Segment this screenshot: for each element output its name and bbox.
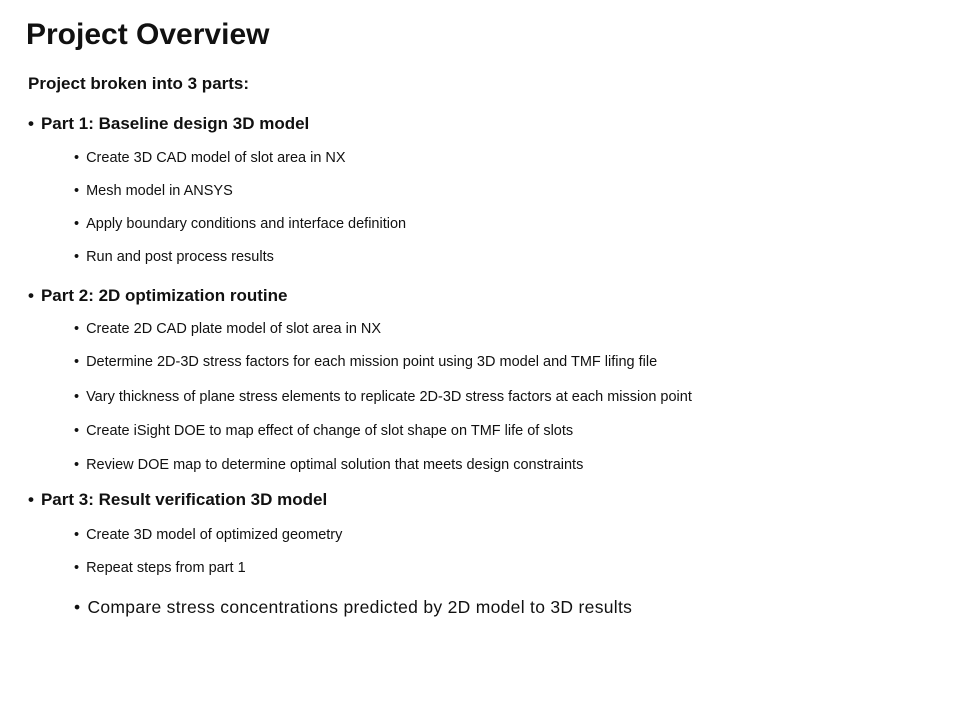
- slide-title: Project Overview: [26, 18, 270, 51]
- bullet-icon: •: [74, 389, 80, 405]
- list-item: [74, 249, 274, 265]
- list-item: [74, 354, 657, 370]
- list-item: [74, 527, 342, 543]
- bullet-icon: •: [74, 249, 80, 265]
- bullet-icon: •: [74, 216, 80, 232]
- list-item-text: Create 3D model of optimized geometry: [86, 527, 343, 543]
- bullet-icon: •: [74, 321, 80, 337]
- part-2-heading: [28, 286, 287, 306]
- bullet-icon: •: [28, 286, 34, 305]
- list-item-text: Review DOE map to determine optimal solution that meets design constraints: [86, 457, 584, 473]
- bullet-icon: •: [74, 527, 80, 543]
- list-item: [74, 216, 406, 232]
- part-heading-text: Part 2: 2D optimization routine: [40, 286, 288, 305]
- bullet-icon: •: [74, 354, 80, 370]
- part-heading-text: Part 3: Result verification 3D model: [40, 490, 328, 509]
- bullet-icon: •: [28, 114, 34, 133]
- part-1-heading: [28, 114, 309, 134]
- list-item-text: Create 2D CAD plate model of slot area in NX: [86, 321, 382, 337]
- list-item-text: Run and post process results: [86, 249, 274, 265]
- list-item-text: Repeat steps from part 1: [86, 560, 246, 576]
- part-heading-text: Part 1: Baseline design 3D model: [40, 114, 310, 133]
- list-item: [74, 183, 233, 199]
- list-item: [74, 560, 246, 576]
- list-item: [74, 321, 381, 337]
- bullet-icon: •: [74, 150, 80, 166]
- part-3-heading: [28, 490, 327, 510]
- slide-subtitle: Project broken into 3 parts:: [28, 74, 250, 93]
- list-item: [74, 597, 632, 618]
- bullet-icon: •: [74, 423, 80, 439]
- list-item-text: Compare stress concentrations predicted by 2D model to 3D results: [87, 597, 633, 617]
- bullet-icon: •: [74, 597, 81, 617]
- list-item-text: Create 3D CAD model of slot area in NX: [86, 150, 346, 166]
- list-item-text: Apply boundary conditions and interface definition: [86, 216, 407, 232]
- list-item: [74, 150, 346, 166]
- list-item-text: Mesh model in ANSYS: [86, 183, 233, 199]
- list-item: [74, 423, 573, 439]
- bullet-icon: •: [28, 490, 34, 509]
- list-item: [74, 457, 583, 473]
- list-item: [74, 389, 692, 405]
- list-item-text: Create iSight DOE to map effect of change of slot shape on TMF life of slots: [86, 423, 574, 439]
- list-item-text: Determine 2D-3D stress factors for each mission point using 3D model and TMF lifing file: [86, 354, 658, 370]
- bullet-icon: •: [74, 183, 80, 199]
- bullet-icon: •: [74, 457, 80, 473]
- bullet-icon: •: [74, 560, 80, 576]
- list-item-text: Vary thickness of plane stress elements to replicate 2D-3D stress factors at each mission point: [86, 389, 692, 405]
